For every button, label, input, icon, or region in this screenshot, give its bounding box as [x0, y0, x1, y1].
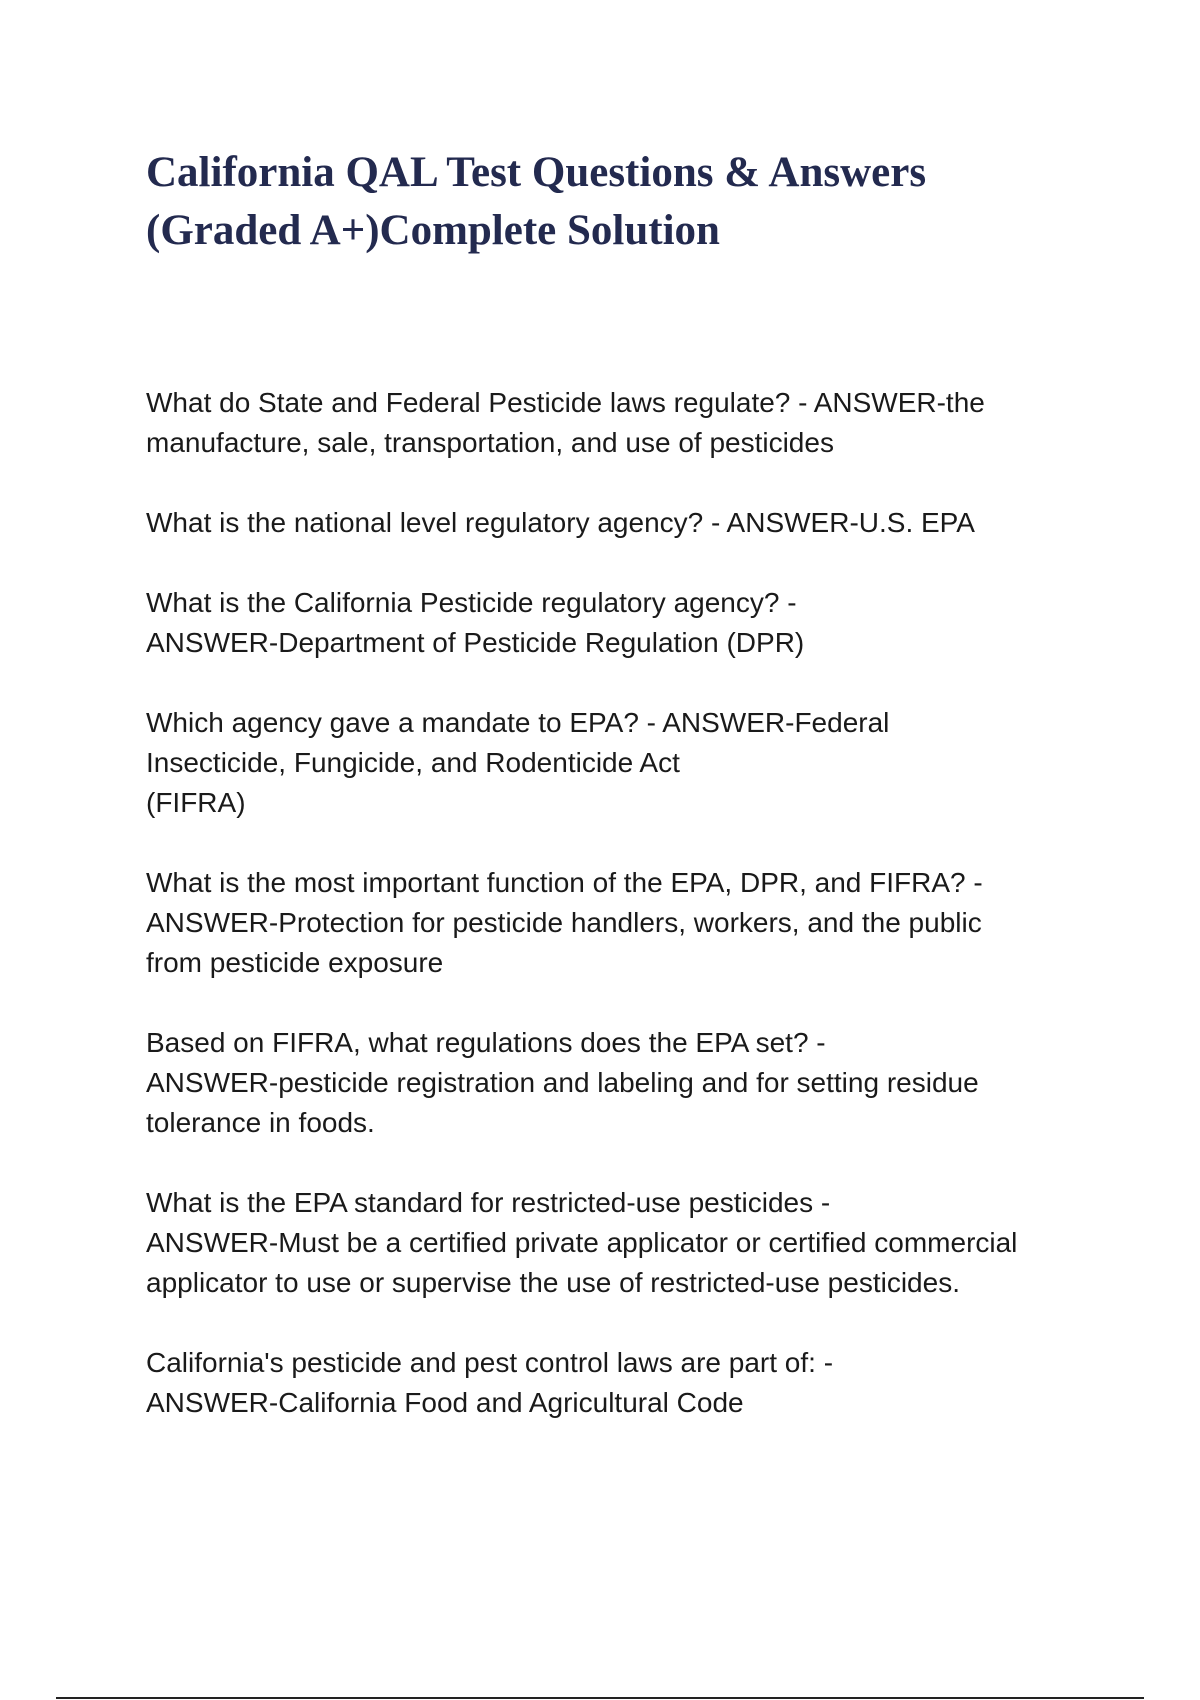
qa-line: manufacture, sale, transportation, and use of pesticides [146, 427, 834, 458]
qa-item [146, 383, 1106, 463]
qa-line: What is the EPA standard for restricted-use pesticides - [146, 1187, 831, 1218]
qa-line: ANSWER-California Food and Agricultural Code [146, 1387, 744, 1418]
qa-line: Based on FIFRA, what regulations does the EPA set? - [146, 1027, 826, 1058]
qa-item [146, 583, 1106, 663]
qa-item [146, 1343, 1106, 1423]
qa-line: Which agency gave a mandate to EPA? - ANSWER-Federal [146, 707, 890, 738]
qa-item [146, 863, 1106, 983]
qa-item [146, 503, 1106, 543]
qa-line: What is the national level regulatory agency? - ANSWER-U.S. EPA [146, 507, 975, 538]
document-title [146, 144, 1046, 260]
qa-line: (FIFRA) [146, 787, 246, 818]
qa-item [146, 1183, 1106, 1303]
title-line: (Graded A+)Complete Solution [146, 207, 720, 254]
qa-line: applicator to use or supervise the use of restricted-use pesticides. [146, 1267, 960, 1298]
qa-line: ANSWER-Protection for pesticide handlers, workers, and the public [146, 907, 982, 938]
qa-list [146, 383, 1106, 1463]
qa-line: California's pesticide and pest control laws are part of: - [146, 1347, 834, 1378]
qa-item [146, 703, 1106, 823]
qa-line: ANSWER-Department of Pesticide Regulation (DPR) [146, 627, 805, 658]
qa-line: tolerance in foods. [146, 1107, 375, 1138]
title-line: California QAL Test Questions & Answers [146, 149, 927, 196]
qa-item [146, 1023, 1106, 1143]
qa-line: What is the California Pesticide regulatory agency? - [146, 587, 797, 618]
qa-line: Insecticide, Fungicide, and Rodenticide Act [146, 747, 680, 778]
qa-line: ANSWER-Must be a certified private applicator or certified commercial [146, 1227, 1018, 1258]
qa-line: What do State and Federal Pesticide laws regulate? - ANSWER-the [146, 387, 985, 418]
qa-line: What is the most important function of the EPA, DPR, and FIFRA? - [146, 867, 983, 898]
footer-rule [56, 1697, 1144, 1699]
qa-line: from pesticide exposure [146, 947, 444, 978]
qa-line: ANSWER-pesticide registration and labeling and for setting residue [146, 1067, 979, 1098]
